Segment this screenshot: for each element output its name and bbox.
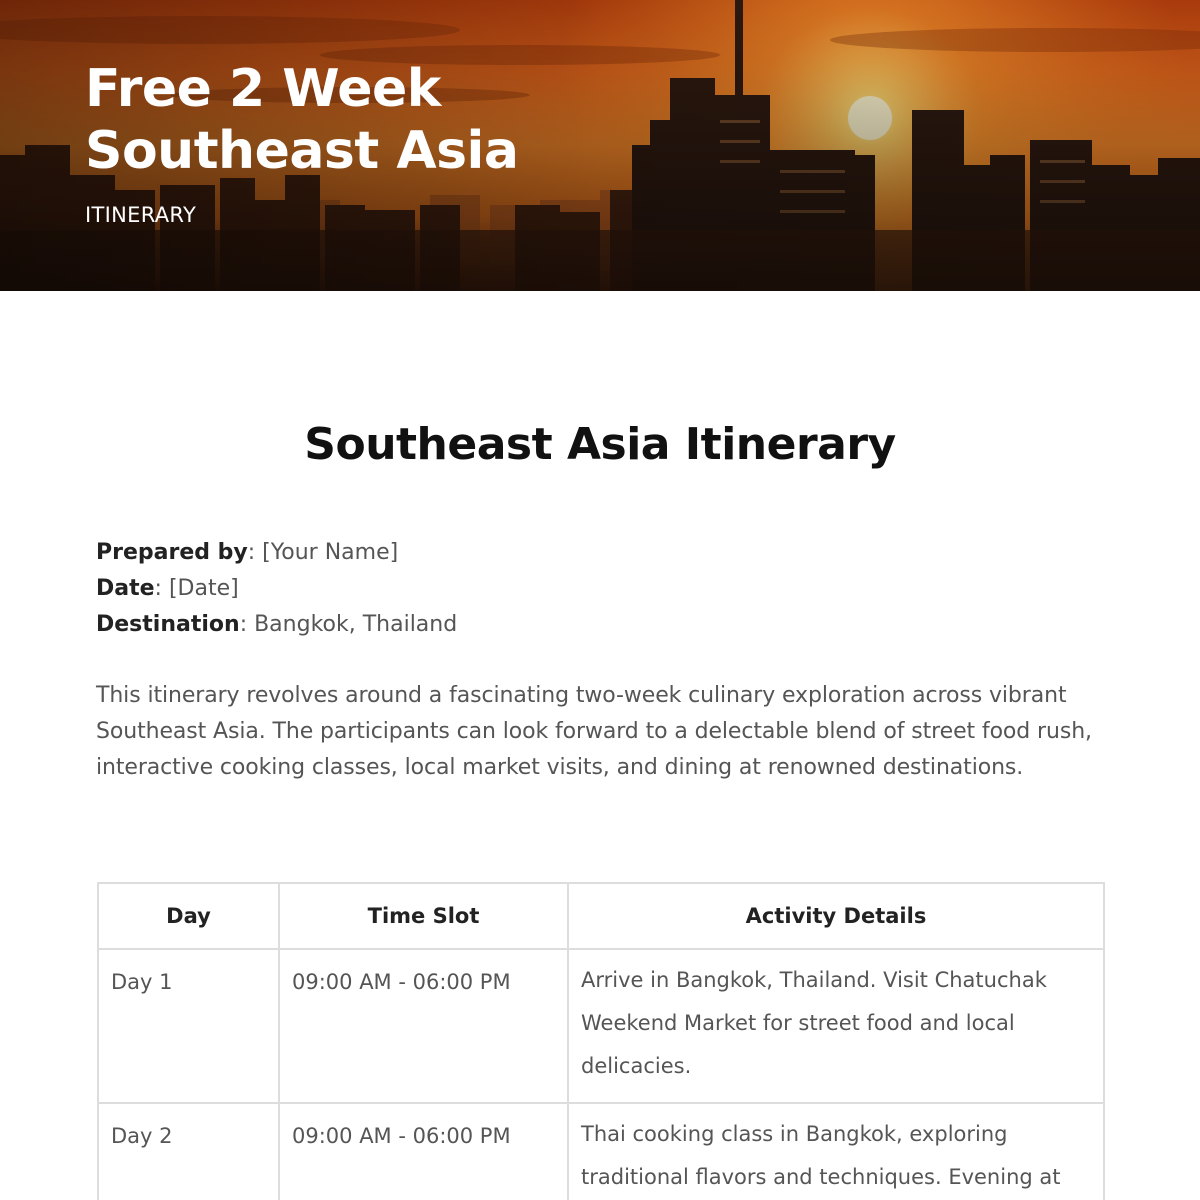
banner-title-line2: Southeast Asia — [85, 121, 519, 181]
cell-day: Day 2 — [98, 1103, 279, 1200]
meta-value: [Your Name] — [262, 540, 399, 565]
cell-day: Day 1 — [98, 949, 279, 1103]
cell-activity: Thai cooking class in Bangkok, exploring traditional flavors and techniques. Evening at — [568, 1103, 1104, 1200]
header-activity-details: Activity Details — [568, 883, 1104, 949]
banner-subtitle: ITINERARY — [85, 203, 197, 227]
cell-time: 09:00 AM - 06:00 PM — [279, 1103, 568, 1200]
banner-title-line1: Free 2 Week — [85, 59, 441, 119]
meta-date: Date: [Date] — [96, 576, 239, 601]
meta-label: Destination — [96, 612, 240, 637]
meta-label: Prepared by — [96, 540, 248, 565]
cell-time: 09:00 AM - 06:00 PM — [279, 949, 568, 1103]
banner-title — [85, 58, 518, 182]
table-row — [98, 1103, 1104, 1200]
table-row — [98, 949, 1104, 1103]
document-title: Southeast Asia Itinerary — [304, 419, 896, 470]
meta-label: Date — [96, 576, 155, 601]
cell-activity: Arrive in Bangkok, Thailand. Visit Chatuchak Weekend Market for street food and local delicacies. — [568, 949, 1104, 1103]
meta-prepared-by: Prepared by: [Your Name] — [96, 540, 399, 565]
document-meta — [96, 535, 457, 643]
meta-destination: Destination: Bangkok, Thailand — [96, 612, 458, 637]
meta-value: Bangkok, Thailand — [254, 612, 458, 637]
meta-value: [Date] — [168, 576, 239, 601]
itinerary-table — [97, 882, 1105, 1200]
header-time-slot: Time Slot — [279, 883, 568, 949]
header-banner — [0, 0, 1200, 291]
table-header-row — [98, 883, 1104, 949]
intro-paragraph: This itinerary revolves around a fascinating two-week culinary exploration across vibrant Southeast Asia. The participants can look forward to a delectable blend of street food rush, interactive cooking classes, local market visits, and dining at renowned destinations. — [96, 683, 1092, 780]
header-day: Day — [98, 883, 279, 949]
